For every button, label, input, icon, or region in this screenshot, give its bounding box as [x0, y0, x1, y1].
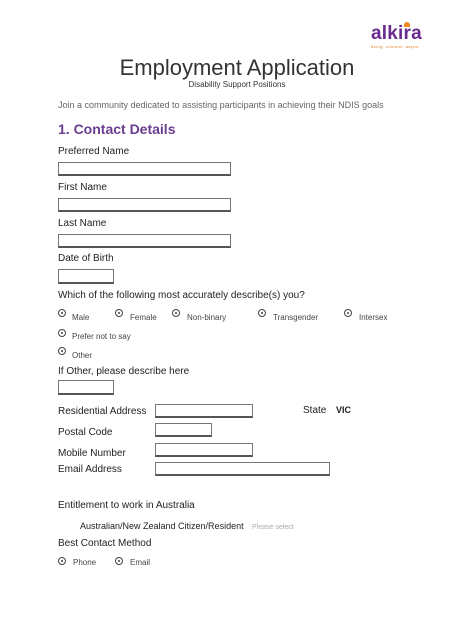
first-name-label: First Name	[58, 182, 107, 193]
entitlement-select[interactable]	[80, 516, 294, 534]
contact-radio-email[interactable]	[115, 557, 123, 565]
section-heading-contact-details: 1. Contact Details	[58, 121, 176, 137]
logo-wordmark: alkira	[371, 23, 422, 44]
first-name-field[interactable]	[58, 198, 231, 212]
email-address-field[interactable]	[155, 462, 330, 476]
logo-tagline: being, connect, aspire	[371, 44, 419, 49]
residential-address-field[interactable]	[155, 404, 253, 418]
contact-option-label: Phone	[73, 558, 97, 567]
gender-radio-prefer-not-to-say[interactable]	[58, 329, 66, 337]
gender-option-label: Prefer not to say	[72, 332, 131, 341]
dob-field[interactable]	[58, 269, 114, 284]
page-subtitle: Disability Support Positions	[188, 80, 286, 89]
mobile-number-label: Mobile Number	[58, 448, 126, 459]
postal-code-field[interactable]	[155, 423, 212, 437]
other-describe-label: If Other, please describe here	[58, 366, 190, 377]
contact-method-label: Best Contact Method	[58, 538, 152, 549]
gender-radio-other[interactable]	[58, 347, 66, 355]
gender-radio-male[interactable]	[58, 309, 66, 317]
state-label: State	[303, 405, 327, 416]
gender-option-label: Female	[130, 313, 157, 322]
preferred-name-label: Preferred Name	[58, 146, 130, 157]
page-title: Employment Application	[119, 55, 355, 80]
gender-option-label: Transgender	[273, 313, 319, 322]
state-value[interactable]: VIC	[336, 405, 352, 415]
last-name-label: Last Name	[58, 218, 107, 229]
gender-radio-transgender[interactable]	[258, 309, 266, 317]
gender-option-label: Other	[72, 351, 93, 360]
alkira-logo	[371, 24, 451, 54]
other-describe-field[interactable]	[58, 380, 114, 395]
email-address-label: Email Address	[58, 464, 122, 475]
dob-label: Date of Birth	[58, 253, 114, 264]
gender-radio-intersex[interactable]	[344, 309, 352, 317]
gender-radio-non-binary[interactable]	[172, 309, 180, 317]
entitlement-label: Entitlement to work in Australia	[58, 500, 195, 511]
gender-option-label: Intersex	[359, 313, 388, 322]
gender-option-label: Non-binary	[187, 313, 227, 322]
gender-option-label: Male	[72, 313, 90, 322]
postal-code-label: Postal Code	[58, 427, 113, 438]
gender-radio-female[interactable]	[115, 309, 123, 317]
contact-option-label: Email	[130, 558, 151, 567]
contact-radio-phone[interactable]	[58, 557, 66, 565]
last-name-field[interactable]	[58, 234, 231, 248]
entitlement-placeholder: Please select	[252, 524, 294, 531]
intro-text: Join a community dedicated to assisting participants in achieving their NDIS goals	[58, 100, 384, 110]
preferred-name-field[interactable]	[58, 162, 231, 176]
residential-address-label: Residential Address	[58, 406, 147, 417]
mobile-number-field[interactable]	[155, 443, 253, 457]
entitlement-selected-value: Australian/New Zealand Citizen/Resident	[80, 521, 244, 531]
gender-question: Which of the following most accurately describe(s) you?	[58, 290, 305, 301]
